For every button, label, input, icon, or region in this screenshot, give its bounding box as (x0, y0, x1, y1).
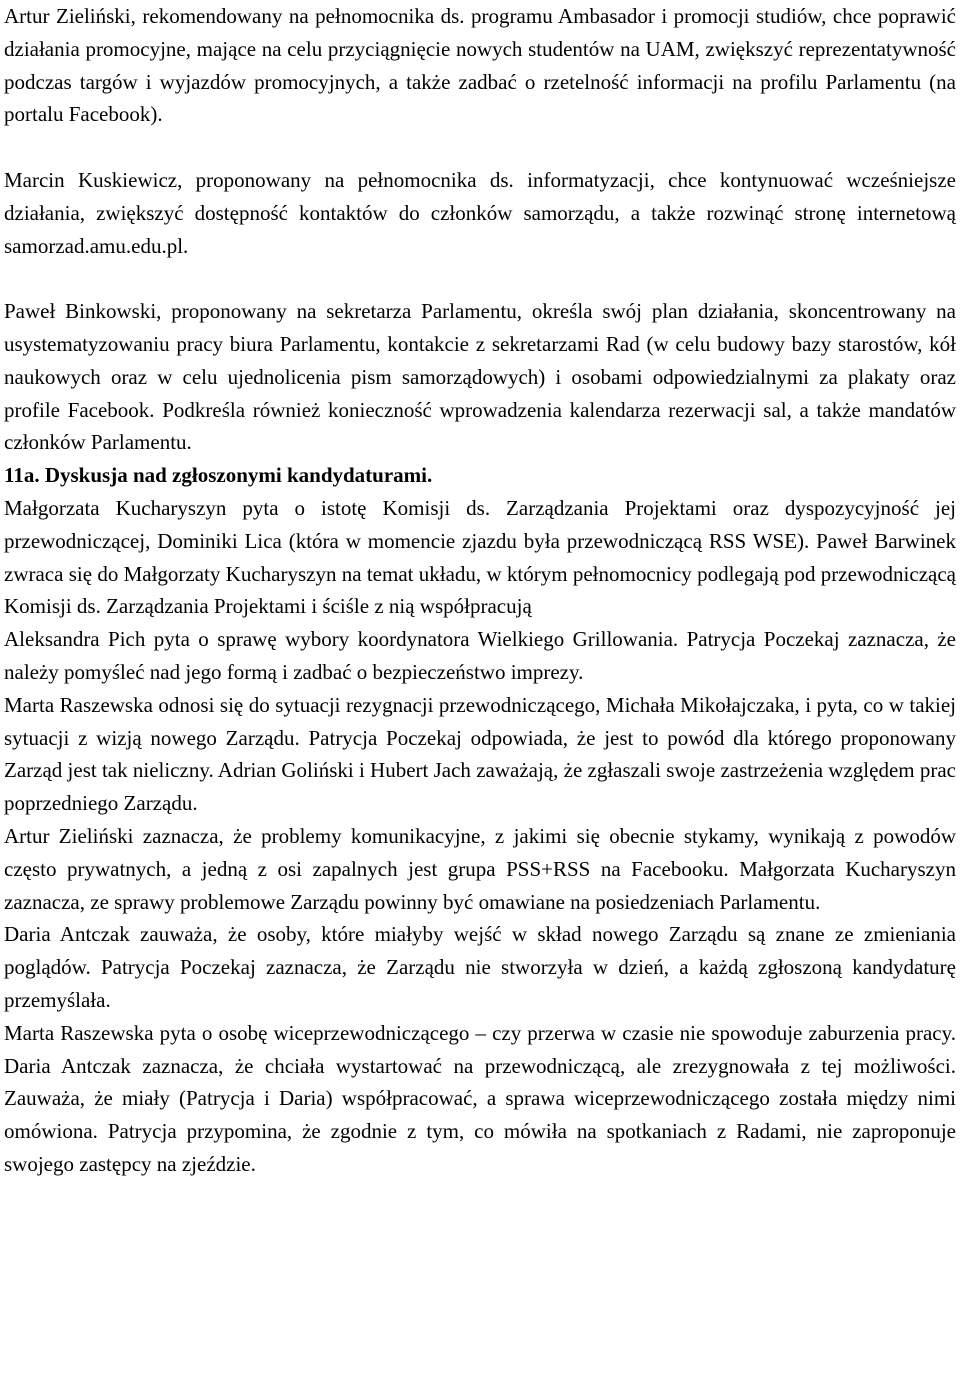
section-heading: 11a. Dyskusja nad zgłoszonymi kandydaturami. (4, 463, 433, 488)
paragraph-marcin-kuskiewicz: Marcin Kuskiewicz, proponowany na pełnomocnika ds. informatyzacji, chce kontynuować wcześniejsze działania, zwiększyć dostępność kontaktów do członków samorządu, a także rozwinąć stronę internetową samorzad.amu.edu.pl. (4, 167, 956, 258)
paragraph-marta-raszewska-2: Marta Raszewska pyta o osobę wiceprzewodniczącego – czy przerwa w czasie nie spowoduje zaburzenia pracy. Daria Antczak zaznacza, że chciała wystartować na przewodniczącą, ale zrezygnowała z tej możliwości. Zauważa, że miały (Patrycja i Daria) współpracować, a sprawa wiceprzewodniczącego została między nimi omówiona. Patrycja przypomina, że zgodnie z tym, co mówiła na spotkaniach z Radami, nie zaproponuje swojego zastępcy na zjeździe. (4, 1020, 956, 1176)
paragraph-pawel-binkowski: Paweł Binkowski, proponowany na sekretarza Parlamentu, określa swój plan działania, skoncentrowany na usystematyzowaniu pracy biura Parlamentu, kontakcie z sekretarzami Rad (w celu budowy bazy starostów, kół naukowych oraz w celu ujednolicenia pism samorządowych) i osobami odpowiedzialnymi za plakaty oraz profile Facebook. Podkreśla również konieczność wprowadzenia kalendarza rezerwacji sal, a także mandatów członków Parlamentu. (4, 299, 956, 455)
paragraph-artur-zielinski: Artur Zieliński, rekomendowany na pełnomocnika ds. programu Ambasador i promocji studiów, chce poprawić działania promocyjne, mające na celu przyciągnięcie nowych studentów na UAM, zwiększyć reprezentatywność podczas targów i wyjazdów promocyjnych, a także zadbać o rzetelność informacji na profilu Parlamentu (na portalu Facebook). (4, 4, 956, 127)
paragraph-artur-zielinski-2: Artur Zieliński zaznacza, że problemy komunikacyjne, z jakimi się obecnie stykamy, wynikają z powodów często prywatnych, a jedną z osi zapalnych jest grupa PSS+RSS na Facebooku. Małgorzata Kucharyszyn zaznacza, ze sprawy problemowe Zarządu powinny być omawiane na posiedzeniach Parlamentu. (4, 823, 956, 914)
paragraph-malgorzata-kucharyszyn: Małgorzata Kucharyszyn pyta o istotę Komisji ds. Zarządzania Projektami oraz dyspozycyjność jej przewodniczącej, Dominiki Lica (która w momencie zjazdu była przewodniczącą RSS WSE). Paweł Barwinek zwraca się do Małgorzaty Kucharyszyn na temat układu, w którym pełnomocnicy podlegają pod przewodniczącą Komisji ds. Zarządzania Projektami i ściśle z nią współpracują (4, 495, 956, 619)
paragraph-daria-antczak: Daria Antczak zauważa, że osoby, które miałyby wejść w skład nowego Zarządu są znane ze zmieniania poglądów. Patrycja Poczekaj zaznacza, że Zarządu nie stworzyła w dzień, a każdą zgłoszoną kandydaturę przemyślała. (4, 922, 956, 1012)
paragraph-marta-raszewska: Marta Raszewska odnosi się do sytuacji rezygnacji przewodniczącego, Michała Mikołajczaka, i pyta, co w takiej sytuacji z wizją nowego Zarządu. Patrycja Poczekaj odpowiada, że jest to powód dla którego proponowany Zarząd jest tak nieliczny. Adrian Goliński i Hubert Jach zaważają, że zgłaszali swoje zastrzeżenia względem prac poprzedniego Zarządu. (4, 692, 956, 816)
paragraph-aleksandra-pich: Aleksandra Pich pyta o sprawę wybory koordynatora Wielkiego Grillowania. Patrycja Poczekaj zaznacza, że należy pomyśleć nad jego formą i zadbać o bezpieczeństwo imprezy. (4, 627, 956, 684)
